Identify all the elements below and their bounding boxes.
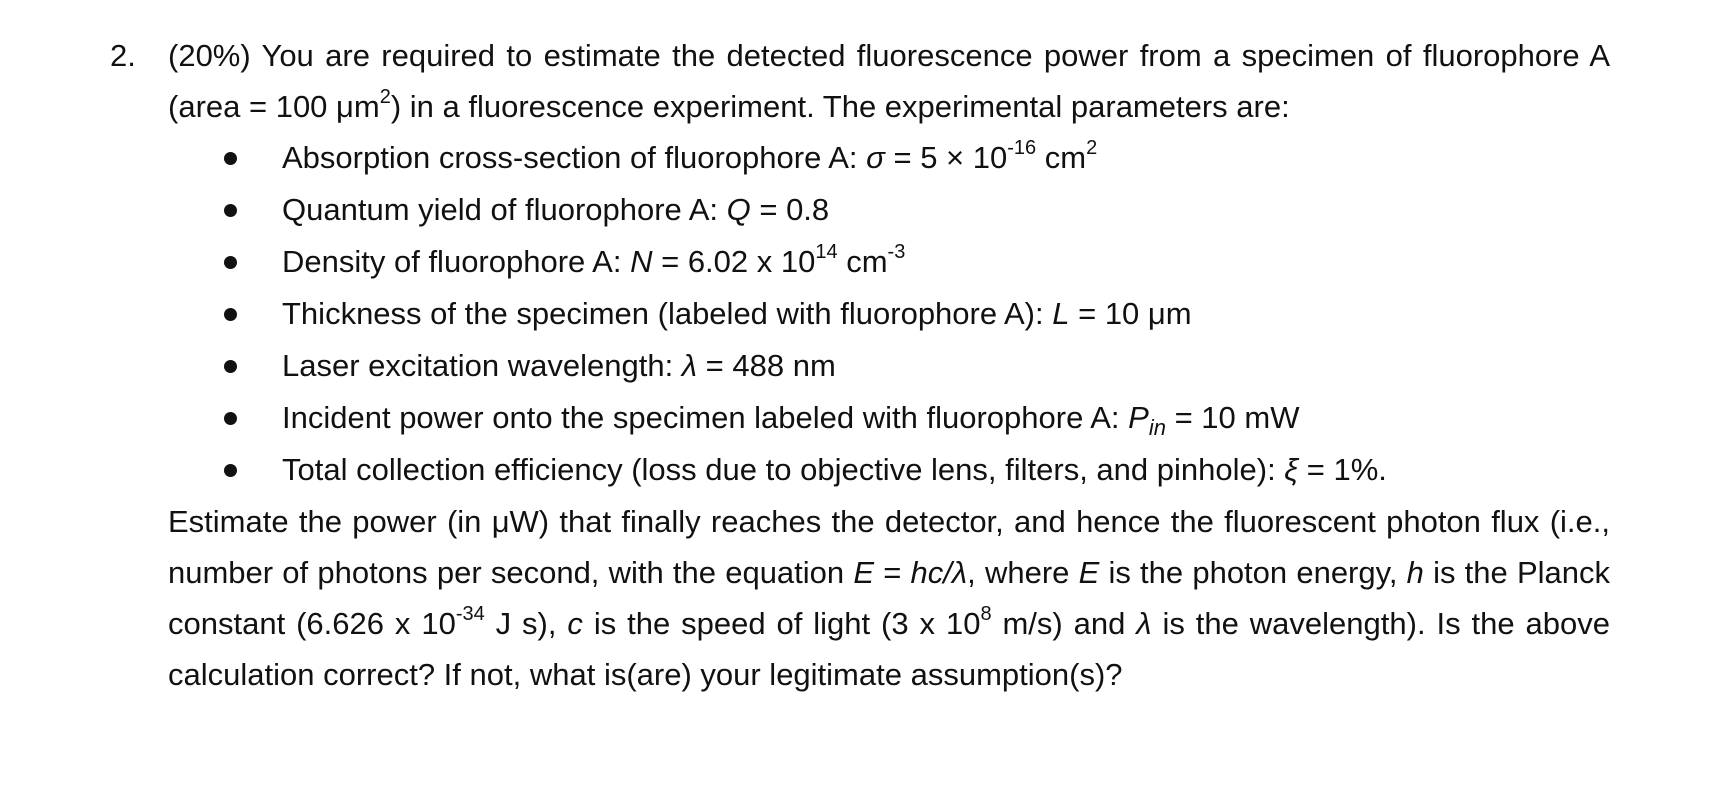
parameter-list — [224, 132, 1610, 496]
symbol-E: E — [853, 555, 875, 590]
bullet-icon — [224, 308, 237, 321]
param-value: = 10 mW — [1165, 400, 1300, 435]
param-value: = 10 μm — [1069, 296, 1192, 331]
closing-text: m/s) and — [991, 606, 1137, 641]
param-exponent: -16 — [1007, 136, 1037, 159]
closing-text: is the photon energy, — [1099, 555, 1407, 590]
symbol-lambda: λ — [1136, 606, 1152, 641]
bullet-icon — [224, 412, 237, 425]
param-unit-exponent: 2 — [1086, 136, 1098, 159]
param-unit-exponent: -3 — [887, 240, 906, 263]
param-value: = 0.8 — [750, 192, 830, 227]
param-label: Thickness of the specimen (labeled with fluorophore A): — [282, 296, 1053, 331]
param-label: Density of fluorophore A: — [282, 244, 631, 279]
question-body — [168, 30, 1610, 700]
param-item-collection-efficiency — [224, 444, 1610, 496]
closing-text: Estimate the power (in μW) that finally reaches the detector, and hence the fluorescent photon flux (i.e., number of photons per second, with the equation — [168, 504, 1610, 590]
param-item-thickness — [224, 288, 1610, 340]
param-item-wavelength — [224, 340, 1610, 392]
question-weight: (20%) — [168, 38, 251, 73]
param-symbol: N — [630, 244, 653, 279]
question-number: 2. — [110, 38, 136, 73]
param-symbol: P — [1128, 400, 1149, 435]
closing-text: = — [874, 555, 911, 590]
param-label: Absorption cross-section of fluorophore A: — [282, 140, 867, 175]
closing-text: is the Planck constant (6.626 x 10 — [168, 555, 1610, 641]
light-speed-exponent: 8 — [980, 602, 992, 625]
symbol-c: c — [567, 606, 583, 641]
symbol-E: E — [1078, 555, 1100, 590]
planck-exponent: -34 — [455, 602, 485, 625]
param-symbol: λ — [681, 348, 698, 383]
bullet-icon — [224, 360, 237, 373]
question-intro — [168, 30, 1610, 132]
intro-text-1: You are required to estimate the detected fluorescence power from a specimen of fluorophore A (area = 100 μm — [168, 38, 1610, 124]
param-symbol: σ — [866, 140, 885, 175]
param-label: Laser excitation wavelength: — [282, 348, 682, 383]
param-subscript: in — [1148, 415, 1166, 441]
question-2 — [110, 30, 1610, 700]
param-value: = 5 × 10 — [884, 140, 1008, 175]
intro-text-2: ) in a fluorescence experiment. The experimental parameters are: — [390, 89, 1290, 124]
param-value: = 6.02 x 10 — [652, 244, 816, 279]
bullet-icon — [224, 152, 237, 165]
question-closing — [168, 496, 1610, 700]
param-symbol: L — [1052, 296, 1070, 331]
param-value: = 1%. — [1298, 452, 1387, 487]
param-value: = 488 nm — [697, 348, 836, 383]
param-exponent: 14 — [815, 240, 838, 263]
param-symbol: Q — [726, 192, 751, 227]
param-unit: cm — [1036, 140, 1087, 175]
bullet-icon — [224, 256, 237, 269]
closing-text: J s), — [484, 606, 568, 641]
param-item-cross-section — [224, 132, 1610, 184]
param-item-incident-power — [224, 392, 1610, 444]
closing-text: is the speed of light (3 x 10 — [582, 606, 981, 641]
area-exponent: 2 — [379, 85, 391, 108]
param-item-quantum-yield — [224, 184, 1610, 236]
param-unit: cm — [837, 244, 888, 279]
closing-text: is the wavelength). Is the above calculation correct? If not, what is(are) your legitimate assumption(s)? — [168, 606, 1610, 692]
equation-rhs: hc/λ — [910, 555, 968, 590]
param-label: Quantum yield of fluorophore A: — [282, 192, 727, 227]
param-label: Incident power onto the specimen labeled with fluorophore A: — [282, 400, 1129, 435]
param-item-density — [224, 236, 1610, 288]
bullet-icon — [224, 204, 237, 217]
closing-text: , where — [967, 555, 1079, 590]
param-symbol: ξ — [1284, 452, 1299, 487]
param-label: Total collection efficiency (loss due to objective lens, filters, and pinhole): — [282, 452, 1285, 487]
symbol-h: h — [1406, 555, 1424, 590]
bullet-icon — [224, 464, 237, 477]
